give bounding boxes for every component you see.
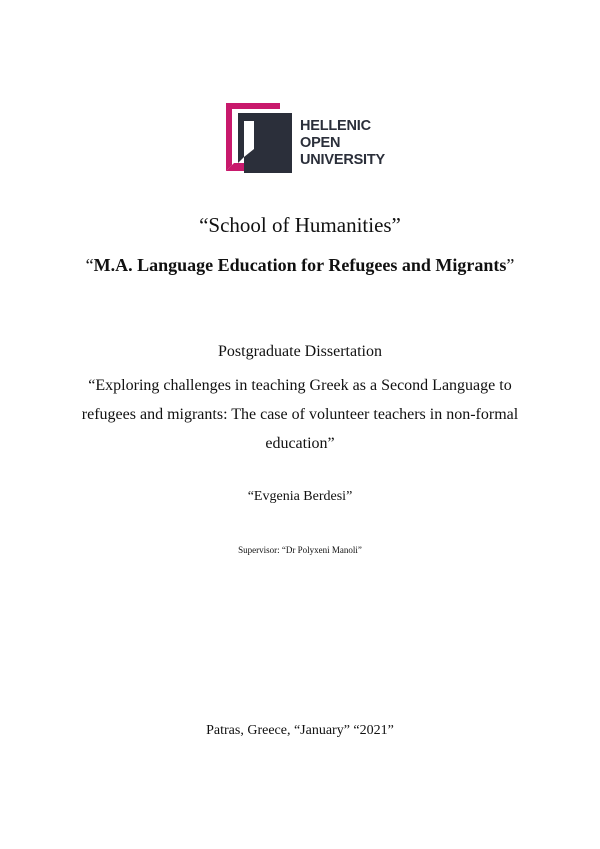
program-title [0,255,600,276]
dissertation-type: Postgraduate Dissertation [218,343,382,360]
hou-emblem-icon [224,101,300,177]
place-and-date: Patras, Greece, “January” “2021” [206,723,394,738]
school-name: “School of Humanities” [199,213,401,237]
program-name: M.A. Language Education for Refugees and Migrants [93,255,507,275]
university-logo [224,101,394,177]
dissertation-title: “Exploring challenges in teaching Greek as a Second Language to refugees and migrants: The case of volunteer teachers in non-formal education” [81,377,519,452]
logo-line-1: HELLENIC [300,118,371,134]
logo-wordmark [300,118,385,169]
logo-line-2: OPEN [300,135,341,151]
supervisor-line: Supervisor: “Dr Polyxeni Manoli” [238,545,362,555]
author-name: “Evgenia Berdesi” [247,489,353,504]
program-close-quote: ” [506,255,515,275]
logo-line-3: UNIVERSITY [300,152,386,168]
program-open-quote: “ [85,255,94,275]
